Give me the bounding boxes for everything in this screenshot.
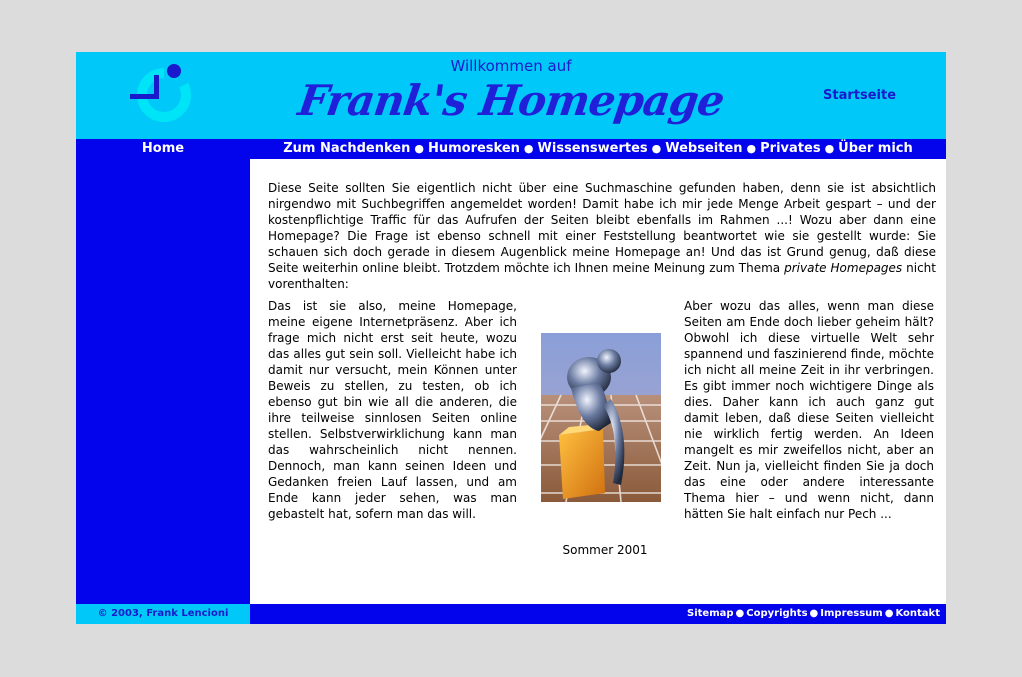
left-column-text: Das ist sie also, meine Homepage, meine eigene Internetpräsenz. Aber ich frage mich nicht erst seit heute, wozu das alles gut sein soll. Vielleicht habe ich damit nur versucht, mein Können unter Beweis zu stellen, zu testen, ob ich ebenso gut bin wie all die anderen, die ihre teilweise sinnlosen Seiten online stellen. Selbstverwirklichung kann man das wahrscheinlich nicht nennen. Dennoch, man kann seinen Ideen und Gedanken freien Lauf lassen, und am Ende kann jeder sehen, was man gebastelt hat, sofern man das will.	[268, 299, 517, 521]
footer-copyright: © 2003, Frank Lencioni	[76, 604, 250, 624]
footer-links	[687, 608, 946, 619]
nav-links	[250, 139, 946, 159]
page-frame	[76, 52, 946, 624]
nav-separator: ●	[746, 142, 757, 155]
header	[76, 52, 946, 139]
nav-separator: ●	[824, 142, 835, 155]
footer-link-kontakt[interactable]: Kontakt	[895, 608, 940, 619]
nav-separator: ●	[414, 142, 424, 155]
welcome-text: Willkommen auf	[450, 57, 572, 75]
intro-text-end: nicht vorenthalten:	[268, 261, 936, 291]
footer-separator: ●	[809, 608, 819, 619]
photo-caption: Sommer 2001	[562, 543, 648, 557]
footer-link-impressum[interactable]: Impressum	[820, 608, 883, 619]
right-column-text: Aber wozu das alles, wenn man diese Seiten am Ende doch lieber geheim hält? Obwohl ich diese virtuelle Welt sehr spannend und faszinierend finde, möchte ich nicht all meine Zeit in ihr verbringen. Es gibt immer noch wichtigere Dinge als dies. Daher kann ich auch ganz gut damit leben, daß diese Seiten vielleicht nie wirklich fertig werden. An Ideen mangelt es mir zweifellos nicht, aber an Zeit. Nun ja, vielleicht finden Sie ja doch das eine oder andere interessante Thema hier – und wenn nicht, dann hätten Sie halt einfach nur Pech ...	[684, 299, 934, 521]
startseite-link[interactable]: Startseite	[823, 88, 897, 103]
nav-item-zum-nachdenken[interactable]: Zum Nachdenken	[283, 141, 411, 156]
footer-separator: ●	[884, 608, 894, 619]
nav-item-webseiten[interactable]: Webseiten	[665, 141, 743, 156]
nav-separator: ●	[651, 142, 662, 155]
nav-item-privates[interactable]: Privates	[760, 141, 821, 156]
intro-emphasis: private Homepages	[784, 261, 903, 275]
nav-item-wissenswertes[interactable]: Wissenswertes	[537, 141, 648, 156]
footer-link-copyrights[interactable]: Copyrights	[746, 608, 808, 619]
intro-paragraph	[268, 180, 936, 292]
footer-bar	[250, 604, 946, 624]
footer-link-sitemap[interactable]: Sitemap	[687, 608, 734, 619]
chrome-figure-on-cube-image	[541, 333, 661, 502]
intro-text: Diese Seite sollten Sie eigentlich nicht über eine Suchmaschine gefunden haben, denn sie ist absichtlich nirgendwo mit Suchbegriffen angemeldet worden! Damit habe ich mir jede Menge Arbeit gespart – und der kostenpflichtige Traffic für das Aufrufen der Seiten bleibt ebenfalls im Rahmen ...! Wozu aber dann eine Homepage? Die Frage ist ebenso schnell mit einer Feststellung beantwortet wie sie gestellt wurde: Sie schauen sich doch gerade in diesem Augenblick meine Homepage an! Und das ist Grund genug, daß diese Seite weiterhin online bleibt. Trotzdem möchte ich Ihnen meine Meinung zum Thema	[268, 181, 936, 275]
navigation-bar	[76, 139, 946, 159]
nav-home-link[interactable]: Home	[141, 141, 185, 156]
nav-item-humoresken[interactable]: Humoresken	[427, 141, 520, 156]
nav-item-ueber-mich[interactable]: Über mich	[838, 141, 913, 156]
main-content	[268, 180, 936, 557]
site-title: Frank's Homepage	[295, 76, 727, 125]
sidebar	[76, 159, 250, 604]
footer-separator: ●	[735, 608, 745, 619]
nav-separator: ●	[523, 142, 534, 155]
